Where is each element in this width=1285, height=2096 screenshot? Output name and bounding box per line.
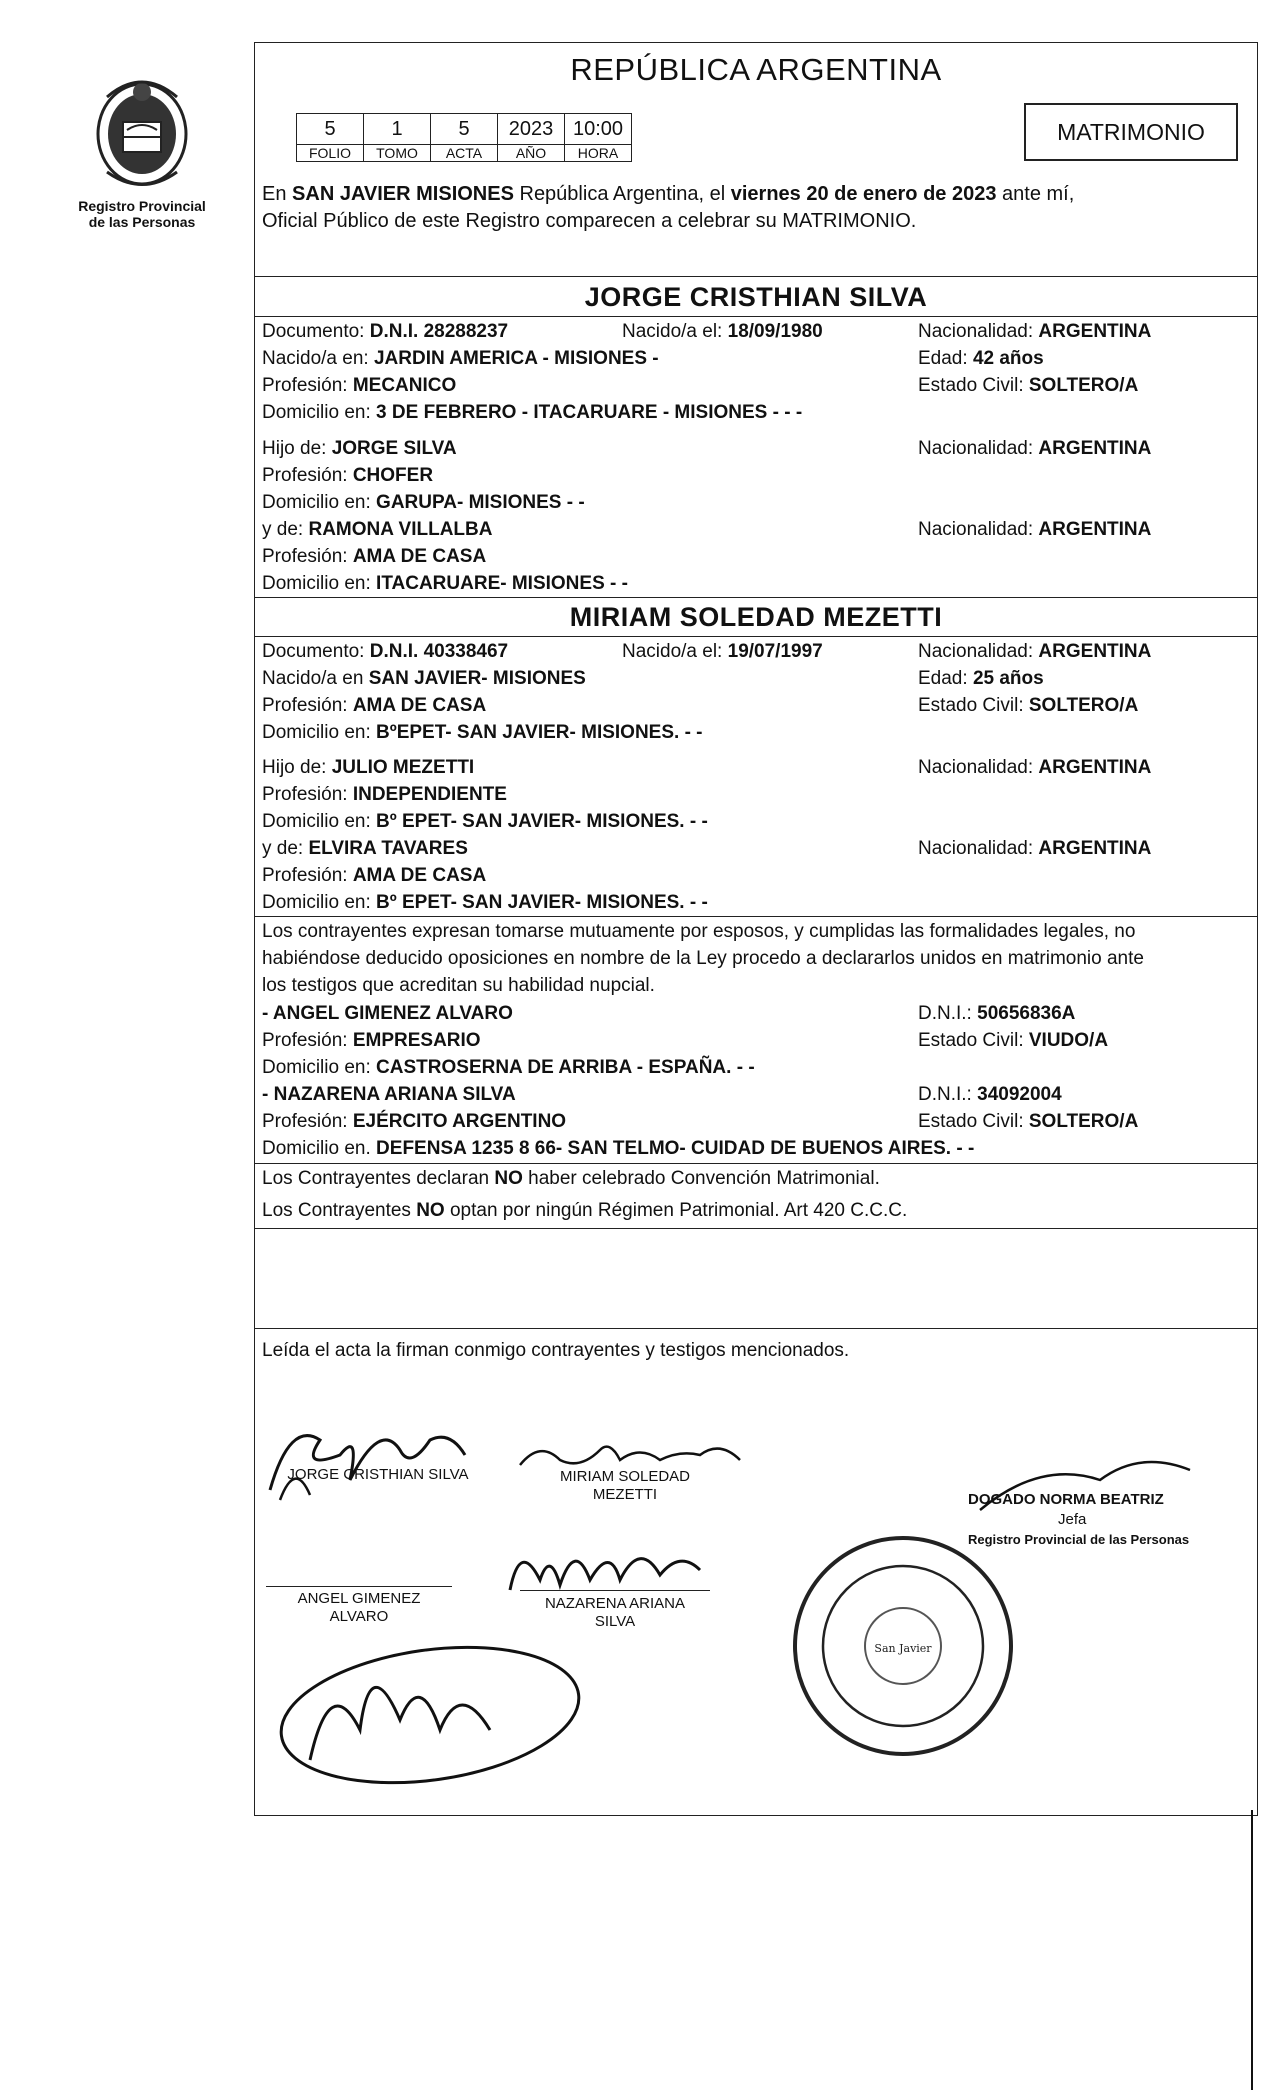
seal-location: San Javier [874,1642,932,1655]
intro-line-2: Oficial Público de este Registro comparecen a celebrar su MATRIMONIO. [262,210,917,232]
tomo-label: TOMO [364,145,431,162]
groom-mother-nationality: Nacionalidad: ARGENTINA [918,519,1152,540]
witness1-name: - ANGEL GIMENEZ ALVARO [262,1003,513,1024]
divider [254,636,1258,637]
bride-signature-label: MIRIAM SOLEDAD MEZETTI [559,1468,691,1503]
bride-profession: Profesión: AMA DE CASA [262,695,487,716]
bride-address: Domicilio en: BºEPET- SAN JAVIER- MISIONES. - - [262,722,703,743]
bride-mother-nationality: Nacionalidad: ARGENTINA [918,838,1152,859]
act-type-badge: MATRIMONIO [1024,103,1238,161]
groom-signature-label: JORGE CRISTHIAN SILVA [287,1466,469,1483]
groom-mother-profession: Profesión: AMA DE CASA [262,546,487,567]
bride-father-address: Domicilio en: Bº EPET- SAN JAVIER- MISIONES. - - [262,811,708,832]
witness2-address: Domicilio en. DEFENSA 1235 8 66- SAN TELMO- CUIDAD DE BUENOS AIRES. - - [262,1138,975,1159]
divider [254,916,1258,917]
divider [254,597,1258,598]
bride-father-profession: Profesión: INDEPENDIENTE [262,784,507,805]
bride-birthdate: Nacido/a el: 19/07/1997 [622,641,823,662]
hour-value: 10:00 [565,114,632,145]
witness2-civil-status: Estado Civil: SOLTERO/A [918,1111,1139,1132]
groom-profession: Profesión: MECANICO [262,375,457,396]
acta-label: ACTA [431,145,498,162]
year-label: AÑO [498,145,565,162]
closing-statement: Leída el acta la firman conmigo contrayentes y testigos mencionados. [262,1340,850,1361]
act-reference-grid [296,113,632,162]
folio-value: 5 [297,114,364,145]
bride-mother-address: Domicilio en: Bº EPET- SAN JAVIER- MISIONES. - - [262,892,708,913]
witness1-civil-status: Estado Civil: VIUDO/A [918,1030,1109,1051]
groom-age: Edad: 42 años [918,348,1044,369]
official-signature [960,1440,1200,1530]
official-stamp: DOGADO NORMA BEATRIZ Jefa Registro Provincial de las Personas [968,1491,1190,1547]
witness2-name: - NAZARENA ARIANA SILVA [262,1084,516,1105]
acta-value: 5 [431,114,498,145]
year-value: 2023 [498,114,565,145]
bride-age: Edad: 25 años [918,668,1044,689]
bride-civil-status: Estado Civil: SOLTERO/A [918,695,1139,716]
tomo-value: 1 [364,114,431,145]
groom-birthdate: Nacido/a el: 18/09/1980 [622,321,823,342]
statement-line-2: habiéndose deducido oposiciones en nombre de la Ley procedo a declararlos unidos en matrimonio ante [262,948,1144,969]
groom-father-nationality: Nacionalidad: ARGENTINA [918,438,1152,459]
groom-mother-address: Domicilio en: ITACARUARE- MISIONES - - [262,573,628,594]
groom-nationality: Nacionalidad: ARGENTINA [918,321,1152,342]
bride-nationality: Nacionalidad: ARGENTINA [918,641,1152,662]
registry-seal-icon [788,1526,1018,1766]
note-convention: Los Contrayentes declaran NO haber celebrado Convención Matrimonial. [262,1168,880,1189]
witness2-profession: Profesión: EJÉRCITO ARGENTINO [262,1111,567,1132]
bride-mother: y de: ELVIRA TAVARES [262,838,468,859]
statement-line-1: Los contrayentes expresan tomarse mutuamente por esposos, y cumplidas las formalidades legales, no [262,921,1136,942]
document-title: REPÚBLICA ARGENTINA [570,52,942,87]
divider [254,276,1258,277]
groom-father-profession: Profesión: CHOFER [262,465,434,486]
witness2-dni: D.N.I.: 34092004 [918,1084,1062,1105]
witness1-address: Domicilio en: CASTROSERNA DE ARRIBA - ESPAÑA. - - [262,1057,755,1078]
bride-document: Documento: D.N.I. 40338467 [262,641,509,662]
divider [254,1328,1258,1329]
groom-civil-status: Estado Civil: SOLTERO/A [918,375,1139,396]
groom-document: Documento: D.N.I. 28288237 [262,321,509,342]
groom-father-address: Domicilio en: GARUPA- MISIONES - - [262,492,585,513]
scan-edge-mark [1251,1810,1253,2090]
bride-mother-profession: Profesión: AMA DE CASA [262,865,487,886]
groom-address: Domicilio en: 3 DE FEBRERO - ITACARUARE - MISIONES - - - [262,402,803,423]
witness1-dni: D.N.I.: 50656836A [918,1003,1076,1024]
bride-father: Hijo de: JULIO MEZETTI [262,757,475,778]
coat-of-arms-icon [87,72,197,192]
groom-mother: y de: RAMONA VILLALBA [262,519,493,540]
intro-line-1: En SAN JAVIER MISIONES República Argentina, el viernes 20 de enero de 2023 ante mí, [262,183,1075,205]
registry-logo [72,72,212,230]
signature-line [266,1586,452,1587]
folio-label: FOLIO [297,145,364,162]
divider [254,1163,1258,1164]
logo-caption: Registro Provincial de las Personas [78,198,206,230]
witness1-signature [270,1610,590,1800]
witness1-profession: Profesión: EMPRESARIO [262,1030,481,1051]
bride-birthplace: Nacido/a en SAN JAVIER- MISIONES [262,668,586,689]
groom-father: Hijo de: JORGE SILVA [262,438,457,459]
bride-father-nationality: Nacionalidad: ARGENTINA [918,757,1152,778]
divider [254,1228,1258,1229]
hour-label: HORA [565,145,632,162]
signature-line [520,1590,710,1591]
note-patrimonial-regime: Los Contrayentes NO optan por ningún Régimen Patrimonial. Art 420 C.C.C. [262,1200,908,1221]
statement-line-3: los testigos que acreditan su habilidad nupcial. [262,975,655,996]
groom-name: JORGE CRISTHIAN SILVA [584,282,928,312]
bride-name: MIRIAM SOLEDAD MEZETTI [569,602,943,632]
groom-birthplace: Nacido/a en: JARDIN AMERICA - MISIONES - [262,348,659,369]
groom-signature [250,1400,500,1510]
witness1-signature-label: ANGEL GIMENEZ ALVARO [297,1590,421,1625]
witness2-signature-label: NAZARENA ARIANA SILVA [544,1595,686,1630]
divider [254,316,1258,317]
